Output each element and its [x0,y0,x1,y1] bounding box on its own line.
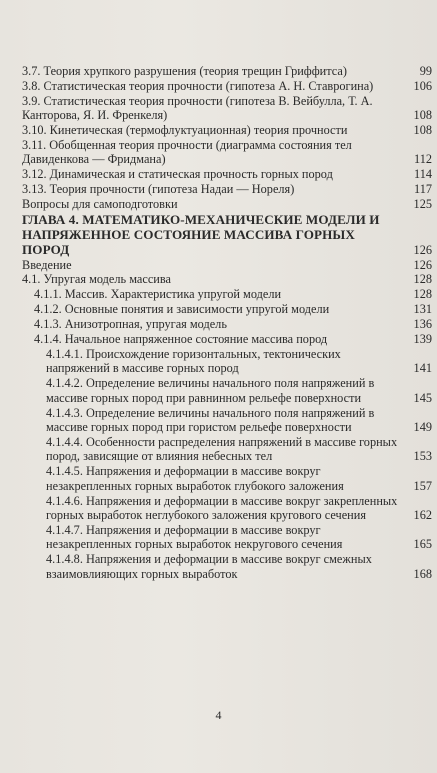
toc-entry [22,167,432,181]
toc-entry [22,272,432,286]
toc-entry-page: 108 [413,123,432,138]
toc-entry-page: 131 [413,302,432,317]
toc-entry-title: 4.1.4.6. Напряжения и деформации в массиве вокруг закрепленных горных выработок неглубокого заложения кругового сечения [46,493,398,522]
toc-entry-page: 114 [414,167,432,182]
toc-entry-page: 126 [413,242,432,257]
toc-entry-page: 145 [413,390,432,405]
toc-entry [22,523,432,552]
toc-entry-page: 112 [414,152,432,167]
toc-entry-page: 157 [413,478,432,493]
page-number: 4 [215,708,222,722]
toc-entry-title: 3.8. Статистическая теория прочности (гипотеза А. Н. Ставрогина) [22,78,374,93]
toc-entry-page: 162 [413,507,432,522]
toc-entry-title: 4.1.4.2. Определение величины начального поля напряжений в массиве горных пород при равнинном рельефе поверхности [46,376,375,405]
toc-entry-title: 4.1.4.7. Напряжения и деформации в массиве вокруг незакрепленных горных выработок некругового сечения [46,522,343,552]
toc-entry [22,287,432,301]
toc-entry [22,64,432,78]
toc-entry [22,258,432,272]
toc-entry-title: 4.1.4.1. Происхождение горизонтальных, тектонических напряжений в массиве горных пород [46,347,341,376]
toc-entry [22,347,432,376]
toc-entry-page: 149 [413,420,432,435]
toc-entry-title: 3.11. Обобщенная теория прочности (диаграмма состояния тел Давиденкова — Фридмана) [22,138,352,167]
toc-entry-page: 168 [413,566,432,581]
toc-entry [22,79,432,93]
toc-entry-title: Введение [22,257,72,272]
toc-entry-title: 4.1.4.8. Напряжения и деформации в массиве вокруг смежных взаимовлияющих горных выработок [46,552,372,581]
toc-entry [22,138,432,167]
toc-entry-title: 4.1.2. Основные понятия и зависимости упругой модели [34,302,330,317]
toc-entry-page: 117 [414,182,432,197]
toc-entry-title: 3.7. Теория хрупкого разрушения (теория трещин Гриффитса) [22,64,347,78]
toc-entry-page: 108 [413,108,432,123]
toc-entry-page: 136 [413,317,432,332]
table-of-contents [22,64,432,581]
toc-entry-page: 139 [413,332,432,347]
toc-entry [22,332,432,346]
toc-entry-page: 128 [413,287,432,302]
toc-entry-title: 4.1.4.5. Напряжения и деформации в массиве вокруг незакрепленных горных выработок глубокого заложения [46,464,344,493]
toc-entry-title: 3.12. Динамическая и статическая прочность горных пород [22,167,333,182]
toc-entry [22,123,432,137]
toc-entry-page: 126 [413,257,432,272]
toc-entry-page: 99 [419,64,432,78]
toc-entry [22,376,432,405]
toc-entry [22,552,432,581]
toc-entry-title: 3.13. Теория прочности (гипотеза Надаи — Нореля) [22,182,295,197]
toc-entry-title: ГЛАВА 4. МАТЕМАТИКО-МЕХАНИЧЕСКИЕ МОДЕЛИ И НАПРЯЖЕННОЕ СОСТОЯНИЕ МАССИВА ГОРНЫХ ПОРОД [22,212,380,258]
toc-entry-title: 4.1.4.3. Определение величины начального поля напряжений в массиве горных пород при гористом рельефе поверхности [46,405,375,435]
toc-entry-title: 4.1.3. Анизотропная, упругая модель [34,317,227,332]
toc-entry-page: 153 [413,449,432,464]
toc-entry [22,406,432,435]
toc-entry-page: 141 [413,361,432,376]
toc-chapter-heading [22,212,432,257]
toc-entry-title: 4.1.4. Начальное напряженное состояние массива пород [34,332,328,347]
toc-entry-page: 128 [413,272,432,287]
toc-entry-title: 3.9. Статистическая теория прочности (гипотеза В. Вейбулла, Т. А. Канторова, Я. И. Френкеля) [22,93,373,123]
toc-entry-title: 4.1.4.4. Особенности распределения напряжений в массиве горных пород, зависящие от влияния небесных тел [46,434,398,464]
toc-entry [22,435,432,464]
toc-entry [22,197,432,211]
toc-entry-title: Вопросы для самоподготовки [22,197,178,212]
toc-entry [22,94,432,123]
toc-entry-title: 4.1.1. Массив. Характеристика упругой модели [34,287,282,302]
toc-entry [22,317,432,331]
toc-entry-page: 106 [413,78,432,93]
toc-entry [22,182,432,196]
toc-entry-title: 3.10. Кинетическая (термофлуктуационная) теория прочности [22,123,348,138]
toc-entry [22,494,432,523]
toc-entry [22,464,432,493]
toc-entry-title: 4.1. Упругая модель массива [22,272,171,287]
toc-entry [22,302,432,316]
toc-entry-page: 125 [413,197,432,212]
toc-entry-page: 165 [413,537,432,552]
